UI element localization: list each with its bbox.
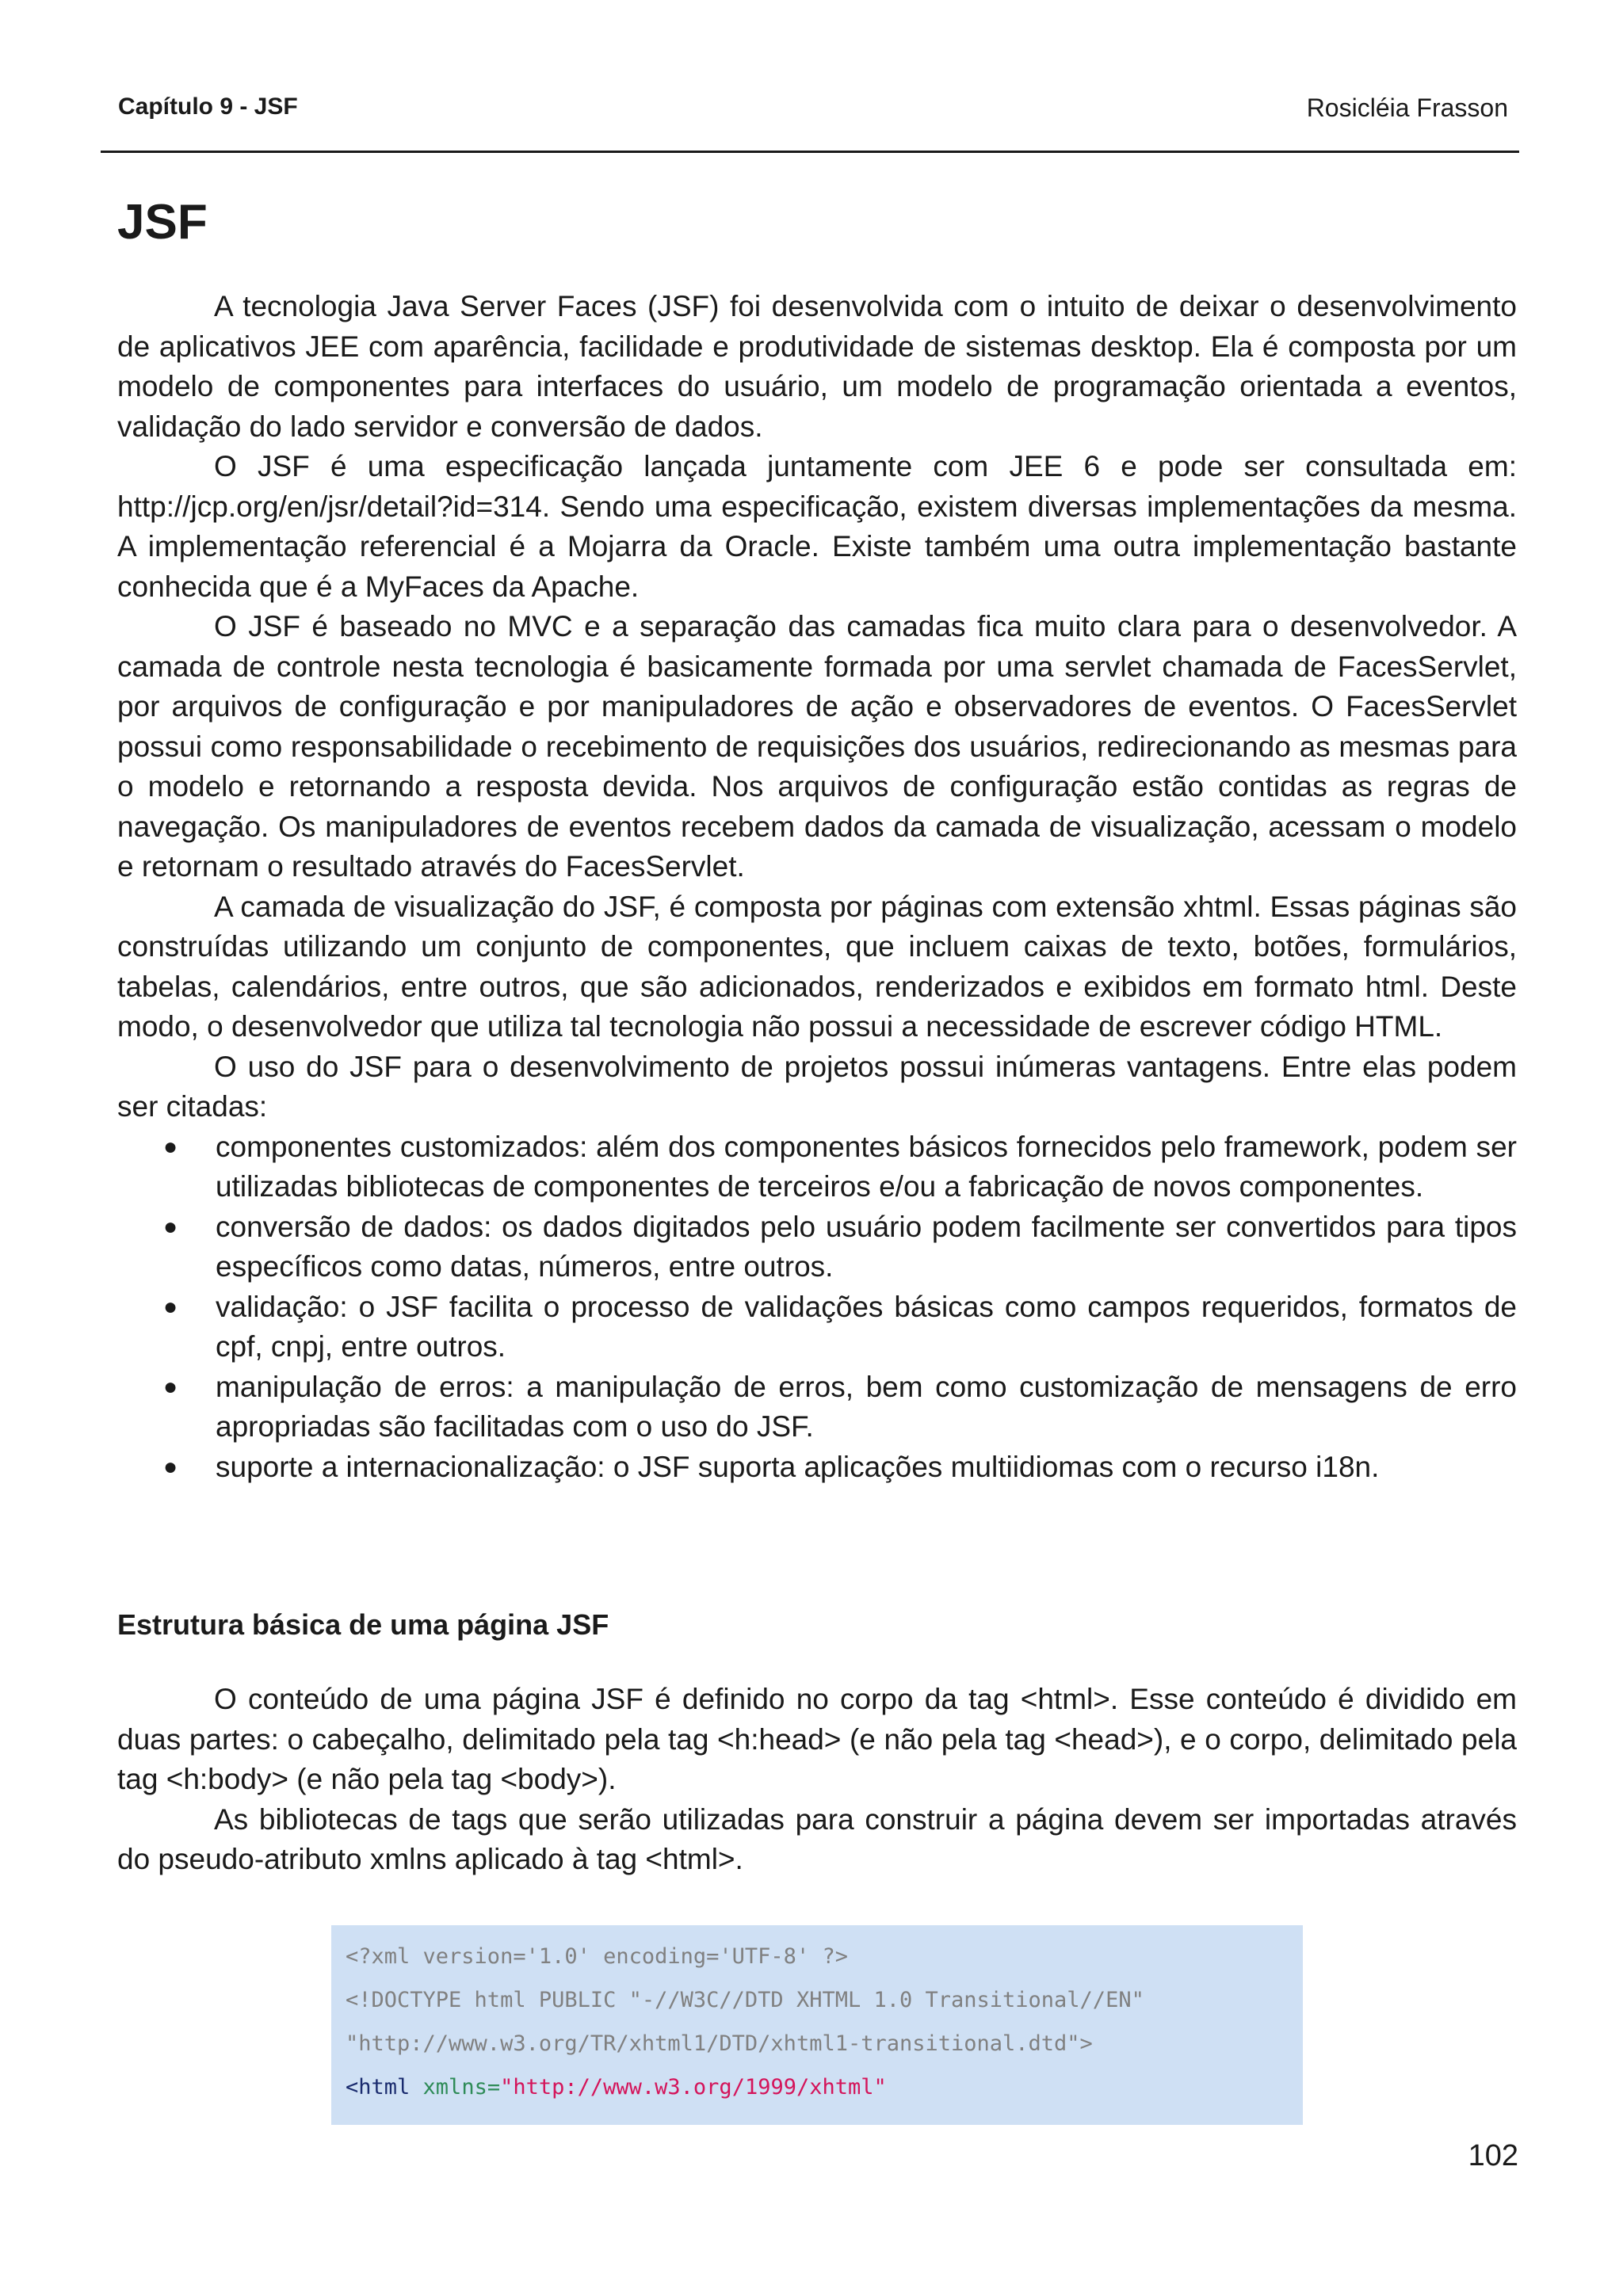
code-block	[331, 1925, 1303, 2125]
page-number: 102	[1468, 2139, 1518, 2172]
section-heading: Estrutura básica de uma página JSF	[117, 1608, 609, 1641]
list-item-text: conversão de dados: os dados digitados pelo usuário podem facilmente ser convertidos para tipos específicos como datas, números, entre outros.	[216, 1210, 1517, 1283]
main-content	[117, 287, 1517, 1487]
list-item	[117, 1127, 1517, 1207]
bullet-icon: ●	[163, 1213, 178, 1240]
chapter-title: Capítulo 9 - JSF	[118, 93, 298, 120]
paragraph: O JSF é uma especificação lançada juntamente com JEE 6 e pode ser consultada em: http://jcp.org/en/jsr/detail?id=314. Sendo uma especificação, existem diversas implementações da mesma. A implementação referencial é a Mojarra da Oracle. Existe também uma outra implementação bastante conhecida que é a MyFaces da Apache.	[117, 450, 1517, 603]
code-string: "http://www.w3.org/1999/xhtml"	[500, 2075, 887, 2100]
bullet-icon: ●	[163, 1373, 178, 1400]
code-attribute: xmlns=	[422, 2075, 501, 2100]
bullet-icon: ●	[163, 1293, 178, 1320]
list-item	[117, 1287, 1517, 1367]
header-divider	[101, 151, 1519, 153]
code-tag: <html	[346, 2075, 411, 2100]
code-line	[346, 2073, 887, 2102]
bullet-icon: ●	[163, 1133, 178, 1160]
paragraph: A tecnologia Java Server Faces (JSF) foi desenvolvida com o intuito de deixar o desenvolvimento de aplicativos JEE com aparência, facilidade e produtividade de sistemas desktop. Ela é composta por um modelo de componentes para interfaces do usuário, um modelo de programação orientada a eventos, validação do lado servidor e conversão de dados.	[117, 290, 1517, 443]
paragraph: O conteúdo de uma página JSF é definido no corpo da tag <html>. Esse conteúdo é dividido em duas partes: o cabeçalho, delimitado pela tag <h:head> (e não pela tag <head>), e o corpo, delimitado pela tag <h:body> (e não pela tag <body>).	[117, 1683, 1517, 1795]
list-item-text: suporte a internacionalização: o JSF suporta aplicações multiidiomas com o recurso i18n.	[216, 1450, 1380, 1483]
list-item	[117, 1447, 1517, 1488]
author-name: Rosicléia Frasson	[1306, 93, 1508, 122]
advantages-list	[117, 1127, 1517, 1488]
paragraph: O uso do JSF para o desenvolvimento de projetos possui inúmeras vantagens. Entre elas podem ser citadas:	[117, 1050, 1517, 1123]
paragraph: As bibliotecas de tags que serão utilizadas para construir a página devem ser importadas através do pseudo-atributo xmlns aplicado à tag <html>.	[117, 1802, 1517, 1875]
paragraph: A camada de visualização do JSF, é composta por páginas com extensão xhtml. Essas páginas são construídas utilizando um conjunto de componentes, que incluem caixas de texto, botões, formulários, tabelas, calendários, entre outros, que são adicionados, renderizados e exibidos em formato html. Deste modo, o desenvolvedor que utiliza tal tecnologia não possui a necessidade de escrever código HTML.	[117, 890, 1517, 1043]
list-item-text: validação: o JSF facilita o processo de validações básicas como campos requeridos, formatos de cpf, cnpj, entre outros.	[216, 1290, 1517, 1363]
code-line: <!DOCTYPE html PUBLIC "-//W3C//DTD XHTML 1.0 Transitional//EN"	[346, 1988, 1144, 2012]
page-header	[101, 93, 1508, 125]
code-line: "http://www.w3.org/TR/xhtml1/DTD/xhtml1-transitional.dtd">	[346, 2031, 1093, 2056]
section-content	[117, 1680, 1517, 1880]
list-item-text: componentes customizados: além dos componentes básicos fornecidos pelo framework, podem ser utilizadas bibliotecas de componentes de terceiros e/ou a fabricação de novos componentes.	[216, 1130, 1517, 1203]
list-item	[117, 1207, 1517, 1287]
bullet-icon: ●	[163, 1453, 178, 1480]
paragraph: O JSF é baseado no MVC e a separação das camadas fica muito clara para o desenvolvedor. A camada de controle nesta tecnologia é basicamente formada por uma servlet chamada de FacesServlet, por arquivos de configuração e por manipuladores de ação e observadores de eventos. O FacesServlet possui como responsabilidade o recebimento de requisições dos usuários, redirecionando as mesmas para o modelo e retornando a resposta devida. Nos arquivos de configuração estão contidas as regras de navegação. Os manipuladores de eventos recebem dados da camada de visualização, acessam o modelo e retornam o resultado através do FacesServlet.	[117, 610, 1517, 883]
list-item-text: manipulação de erros: a manipulação de erros, bem como customização de mensagens de erro apropriadas são facilitadas com o uso do JSF.	[216, 1370, 1517, 1443]
code-line: <?xml version='1.0' encoding='UTF-8' ?>	[346, 1944, 848, 1969]
page-title: JSF	[117, 195, 208, 250]
list-item	[117, 1367, 1517, 1447]
